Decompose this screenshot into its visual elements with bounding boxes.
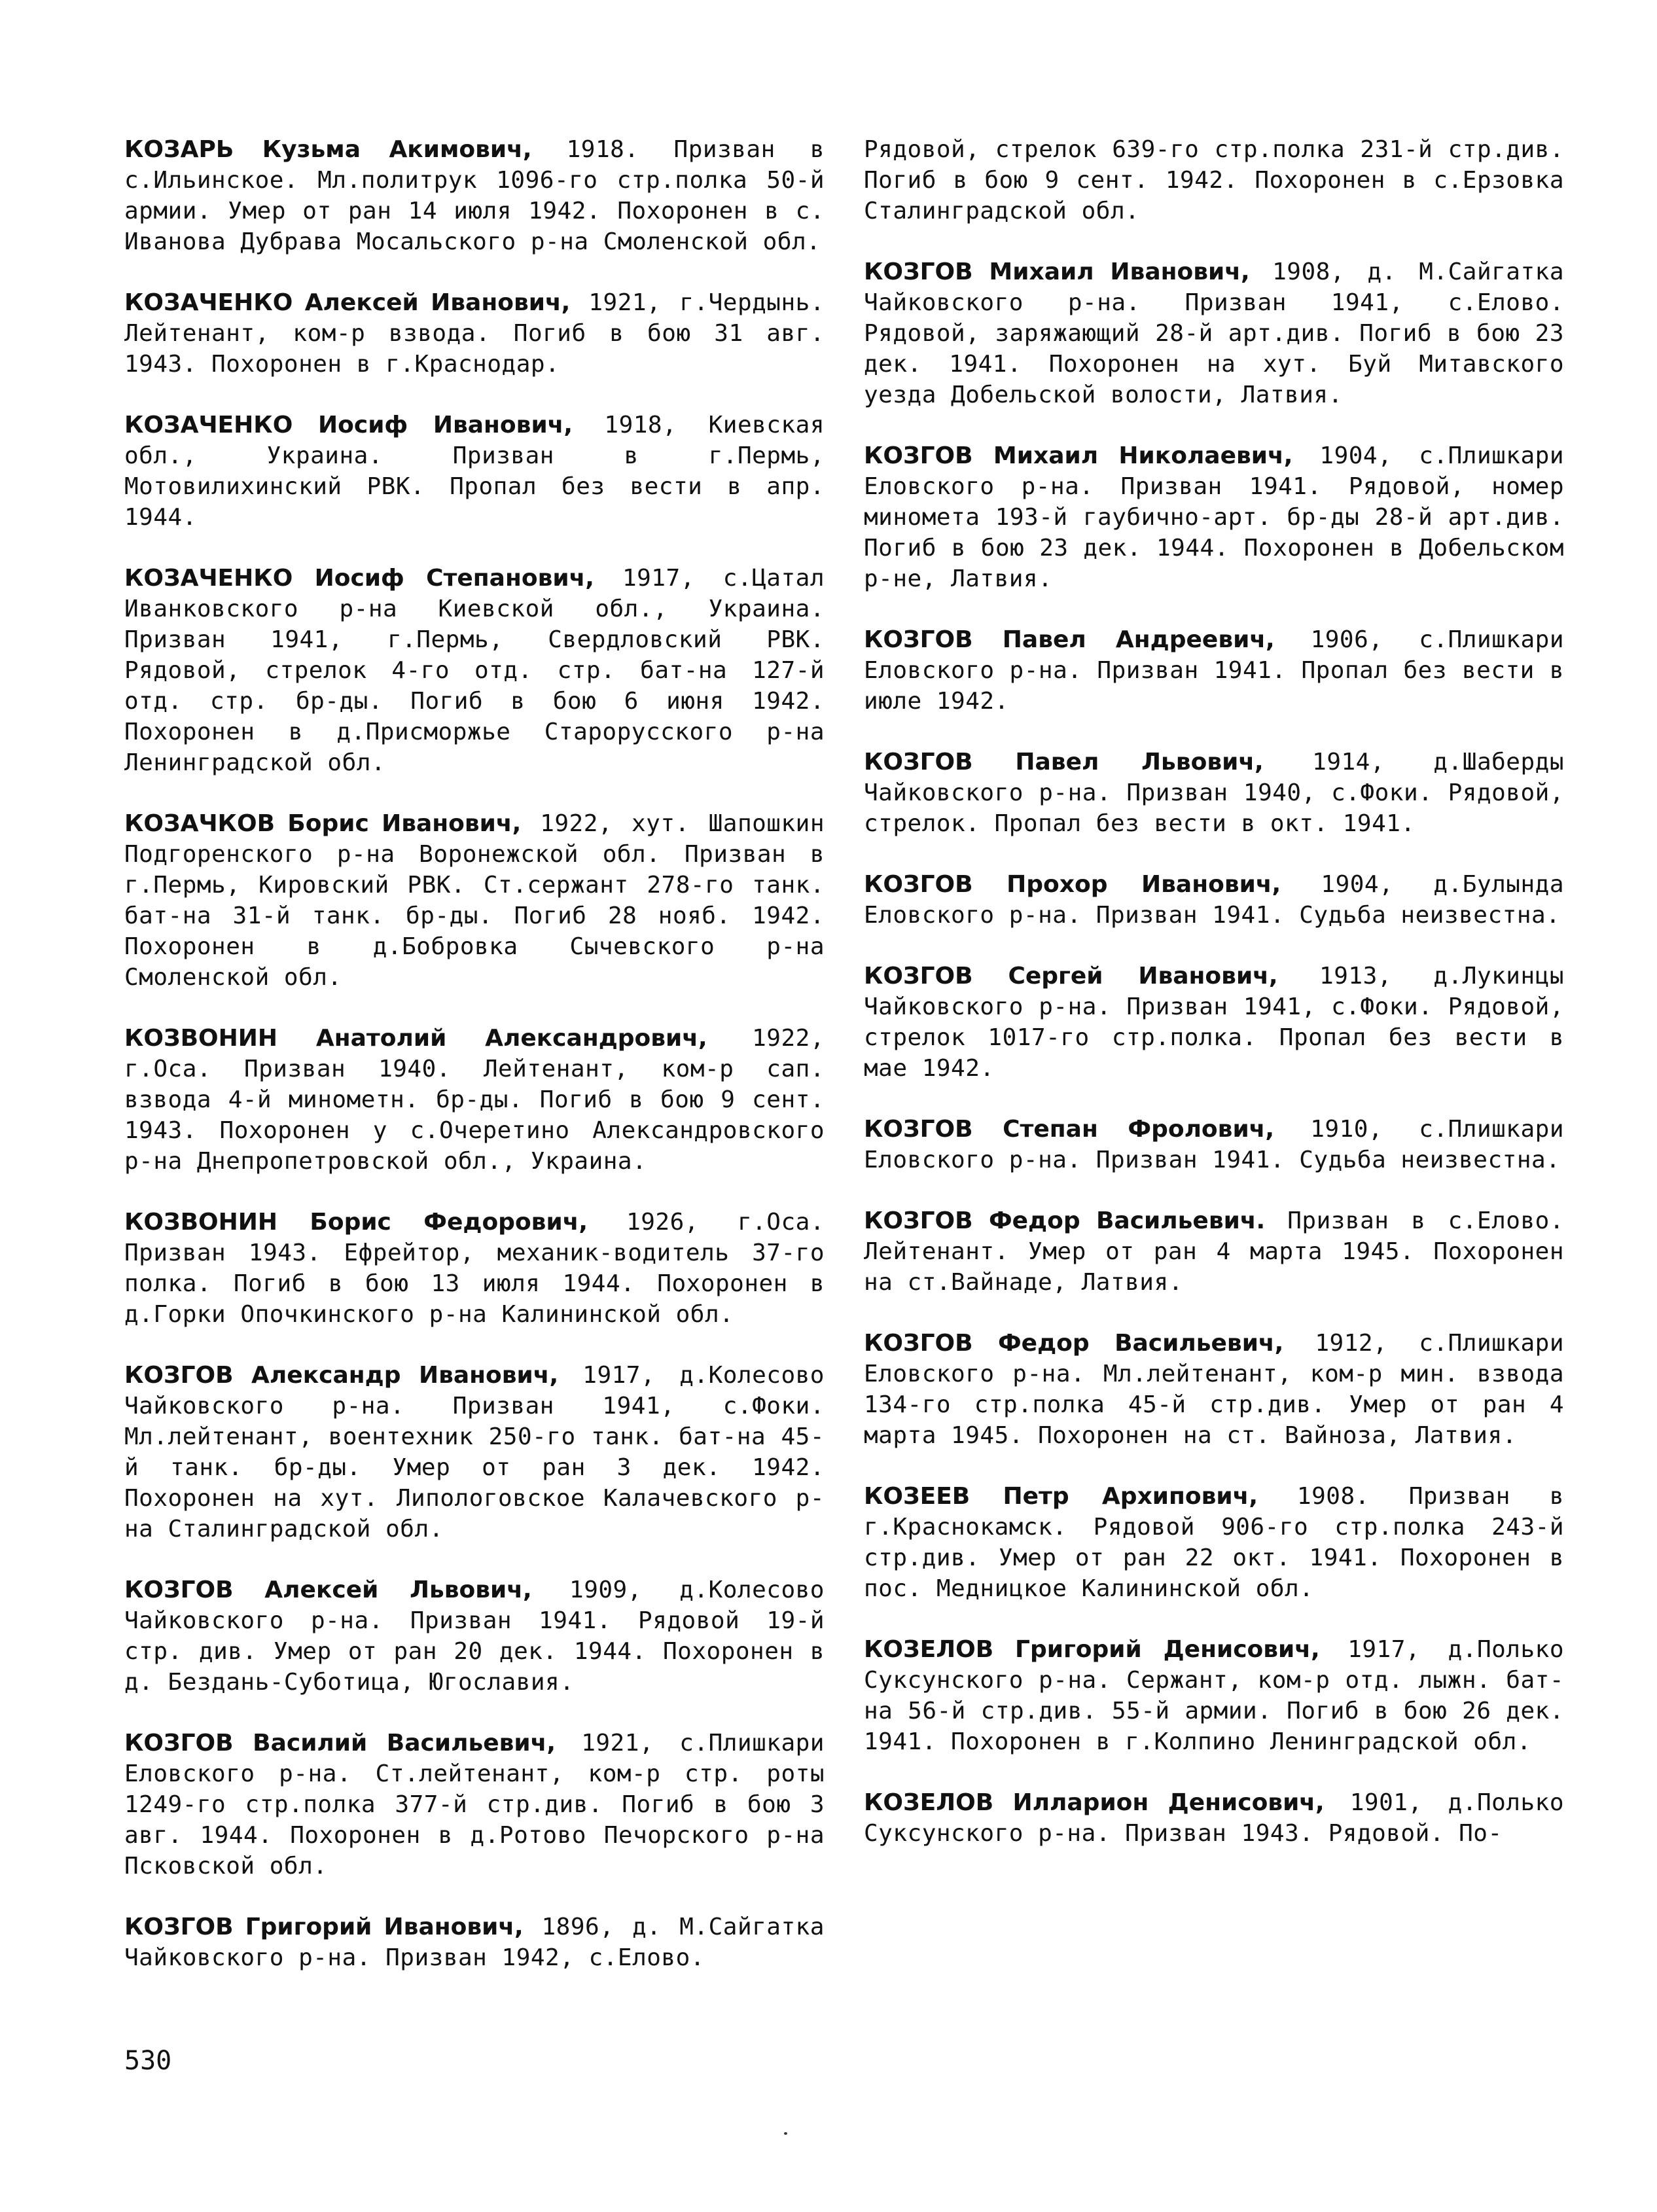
entry (864, 1787, 1564, 1849)
entry (864, 1328, 1564, 1451)
entry-text: 1917, д.Колесово Чайковского р-на. Призван 1941, с.Фоки. Мл.лейтенант, воентехник 250-го танк. бат-на 45-й танк. бр-ды. Умер от ран 3 дек. 1942. Похоронен на хут. Липологовское Калачевского р-на Сталинградской обл. (124, 1362, 825, 1543)
entry-name: КОЗЕЛОВ Григорий Денисович, (864, 1636, 1320, 1663)
entry-text: 1904, д.Булында Еловского р-на. Призван 1941. Судьба неизвестна. (864, 871, 1564, 929)
entry-text: 1908. Призван в г.Краснокамск. Рядовой 906-го стр.полка 243-й стр.див. Умер от ран 22 окт. 1941. Похоронен в пос. Медницкое Калининской обл. (864, 1483, 1564, 1602)
entry-text: 1910, с.Плишкари Еловского р-на. Призван 1941. Судьба неизвестна. (864, 1116, 1564, 1173)
entry (124, 808, 825, 993)
entry-text: 1901, д.Полько Суксунского р-на. Призван 1943. Рядовой. По- (864, 1789, 1564, 1847)
entry-text: 1917, д.Полько Суксунского р-на. Сержант, ком-р отд. лыжн. бат-на 56-й стр.див. 55-й армии. Погиб в бою 26 дек. 1941. Похоронен в г.Колпино Ленинградской обл. (864, 1636, 1564, 1755)
entry-name: КОЗГОВ Василий Васильевич, (124, 1730, 556, 1757)
entry-text: 1922, г.Оса. Призван 1940. Лейтенант, ком-р сап. взвода 4-й минометн. бр-ды. Погиб в бою 9 сент. 1943. Похоронен у с.Очеретино Александровского р-на Днепропетровской обл., Украина. (124, 1025, 825, 1175)
entry (864, 1205, 1564, 1298)
entry (124, 1023, 825, 1177)
entry-text: 1918, Киевская обл., Украина. Призван в г.Пермь, Мотовилихинский РВК. Пропал без вести в апр. 1944. (124, 412, 825, 531)
entry (124, 134, 825, 257)
entry-name: КОЗГОВ Михаил Николаевич, (864, 442, 1293, 469)
entry-text: 1896, д. М.Сайгатка Чайковского р-на. Призван 1942, с.Елово. (124, 1914, 825, 1971)
entry (864, 869, 1564, 931)
entry (864, 624, 1564, 717)
entry-name: КОЗВОНИН Борис Федорович, (124, 1209, 588, 1236)
entry-name: КОЗГОВ Павел Андреевич, (864, 626, 1275, 653)
entry (864, 1114, 1564, 1175)
entry-name: КОЗГОВ Павел Львович, (864, 749, 1264, 776)
entry-text: 1908, д. М.Сайгатка Чайковского р-на. Призван 1941, с.Елово. Рядовой, заряжающий 28-й арт.див. Погиб в бою 23 дек. 1941. Похоронен на хут. Буй Митавского уезда Добельской волости, Латвия. (864, 259, 1565, 408)
entry-text: 1921, г.Чердынь. Лейтенант, ком-р взвода. Погиб в бою 31 авг. 1943. Похоронен в г.Краснодар. (124, 289, 825, 378)
right-column (864, 134, 1564, 1879)
entry (864, 1481, 1564, 1604)
entry-text: 1921, с.Плишкари Еловского р-на. Ст.лейтенант, ком-р стр. роты 1249-го стр.полка 377-й стр.див. Погиб в бою 3 авг. 1944. Похоронен в д.Ротово Печорского р-на Псковской обл. (124, 1730, 825, 1880)
left-column (124, 134, 825, 2003)
entry (124, 287, 825, 380)
entry-name: КОЗГОВ Александр Иванович, (124, 1362, 559, 1389)
entry (864, 440, 1564, 594)
entry (124, 410, 825, 533)
entry-text: 1904, с.Плишкари Еловского р-на. Призван 1941. Рядовой, номер миномета 193-й гаубично-арт. бр-ды 28-й арт.див. Погиб в бою 23 дек. 1944. Похоронен в Добельском р-не, Латвия. (864, 442, 1564, 592)
entry-name: КОЗАРЬ Кузьма Акимович, (124, 136, 532, 163)
entry-text: 1909, д.Колесово Чайковского р-на. Призван 1941. Рядовой 19-й стр. див. Умер от ран 20 дек. 1944. Похоронен в д. Бездань-Суботица, Югославия. (124, 1577, 825, 1696)
entry (124, 1912, 825, 1973)
entry (124, 1575, 825, 1698)
print-speck (784, 2132, 787, 2135)
entry (124, 1360, 825, 1544)
entry-name: КОЗАЧЕНКО Алексей Иванович, (124, 289, 571, 316)
entry-name: КОЗГОВ Прохор Иванович, (864, 871, 1281, 898)
entry-text: 1906, с.Плишкари Еловского р-на. Призван 1941. Пропал без вести в июле 1942. (864, 626, 1564, 715)
entry-name: КОЗГОВ Алексей Львович, (124, 1577, 532, 1603)
entry-name: КОЗГОВ Федор Васильевич. (864, 1207, 1266, 1234)
entry (124, 1207, 825, 1330)
entry-text: Призван в с.Елово. Лейтенант. Умер от ран 4 марта 1945. Похоронен на ст.Вайнаде, Латвия. (864, 1207, 1564, 1296)
entry-name: КОЗГОВ Федор Васильевич, (864, 1330, 1284, 1357)
entry (124, 563, 825, 778)
entry (864, 747, 1564, 839)
entry-text: 1922, хут. Шапошкин Подгоренского р-на Воронежской обл. Призван в г.Пермь, Кировский РВК. Ст.сержант 278-го танк. бат-на 31-й танк. бр-ды. Погиб 28 нояб. 1942. Похоронен в д.Бобровка Сычевского р-на Смоленской обл. (124, 810, 825, 991)
entry-text: 1926, г.Оса. Призван 1943. Ефрейтор, механик-водитель 37-го полка. Погиб в бою 13 июля 1944. Похоронен в д.Горки Опочкинского р-на Калининской обл. (124, 1209, 825, 1328)
entry-text: 1918. Призван в с.Ильинское. Мл.политрук 1096-го стр.полка 50-й армии. Умер от ран 14 июля 1942. Похоронен в с. Иванова Дубрава Мосальского р-на Смоленской обл. (124, 136, 825, 255)
entry-name: КОЗГОВ Григорий Иванович, (124, 1914, 524, 1940)
entry (124, 1728, 825, 1882)
entry-name: КОЗВОНИН Анатолий Александрович, (124, 1025, 707, 1052)
entry (864, 961, 1564, 1084)
entry-text: 1913, д.Лукинцы Чайковского р-на. Призван 1941, с.Фоки. Рядовой, стрелок 1017-го стр.полка. Пропал без вести в мае 1942. (864, 963, 1564, 1082)
entry-name: КОЗГОВ Михаил Иванович, (864, 259, 1250, 285)
entry-name: КОЗАЧЕНКО Иосиф Степанович, (124, 565, 594, 592)
entry (864, 257, 1564, 410)
entry-text: 1914, д.Шаберды Чайковского р-на. Призван 1940, с.Фоки. Рядовой, стрелок. Пропал без вести в окт. 1941. (864, 749, 1564, 837)
entry-name: КОЗАЧКОВ Борис Иванович, (124, 810, 522, 837)
entry-text: 1912, с.Плишкари Еловского р-на. Мл.лейтенант, ком-р мин. взвода 134-го стр.полка 45-й стр.див. Умер от ран 4 марта 1945. Похоронен на ст. Вайноза, Латвия. (864, 1330, 1564, 1449)
page-number: 530 (124, 2046, 172, 2076)
entry-name: КОЗГОВ Сергей Иванович, (864, 963, 1278, 990)
entry-name: КОЗГОВ Степан Фролович, (864, 1116, 1275, 1143)
entry (864, 1634, 1564, 1757)
entry-name: КОЗАЧЕНКО Иосиф Иванович, (124, 412, 573, 438)
entry-text: Рядовой, стрелок 639-го стр.полка 231-й стр.див. Погиб в бою 9 сент. 1942. Похоронен в с.Ерзовка Сталинградской обл. (864, 136, 1564, 224)
entry-name: КОЗЕЛОВ Илларион Денисович, (864, 1789, 1325, 1816)
entry-continuation (864, 134, 1564, 226)
entry-text: 1917, с.Цатал Иванковского р-на Киевской обл., Украина. Призван 1941, г.Пермь, Свердловский РВК. Рядовой, стрелок 4-го отд. стр. бат-на 127-й отд. стр. бр-ды. Погиб в бою 6 июня 1942. Похоронен в д.Присморжье Старорусского р-на Ленинградской обл. (124, 565, 825, 776)
entry-name: КОЗЕЕВ Петр Архипович, (864, 1483, 1258, 1510)
